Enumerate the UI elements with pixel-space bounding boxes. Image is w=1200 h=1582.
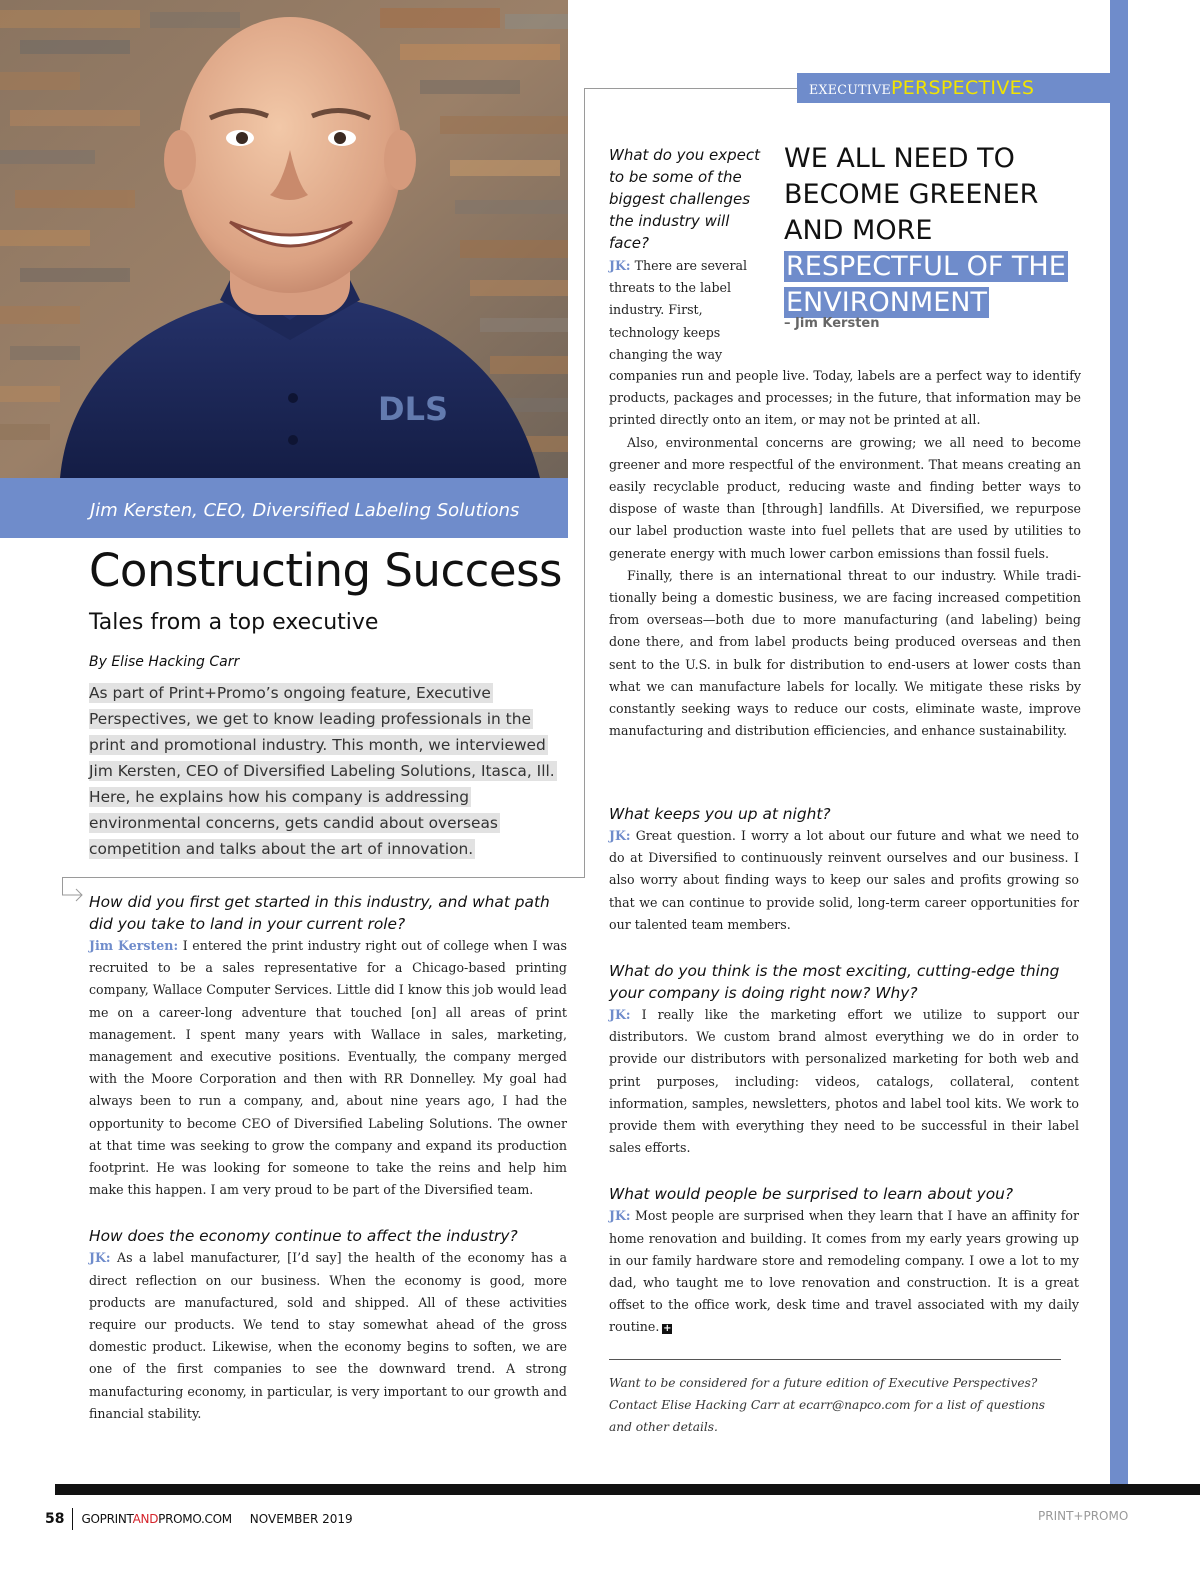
answer-4: JK: Great question. I worry a lot about our future and what we need to do at Diversified to continuously reinvent ourselves and our business. I also worry about finding ways to keep our sales and profits growing so that we can continue to provide solid, long-term career opportunities for our talented team members. bbox=[609, 828, 1079, 932]
frame-line-bottom bbox=[62, 877, 585, 878]
answer-3-body: companies run and people live. Today, labels are a perfect way to identify products, packages and processes; in the future, that information may be printed directly onto an item, or may not be printed at all. Also, environmental concerns are growing; we all need to become greener and more respectful of the environment. That means creating an easily recyclable product, reducing waste and finding better ways to dispose of waste than [through] landfills. At Diversified, we repurpose our label production waste into fuel pellets that are used by utilities to generate energy with much lower carbon emissions than fossil fuels. Finally, there is an international threat to our industry. While traditionally being a domestic business, we are facing increased competition from overseas—both due to more manufacturing (and labeling) being done there, and from label products being produced overseas and then sent to the U.S. in bulk for distribution to end-users at lower costs than what we can manufacture labels for locally. We mitigate these risks by constantly seeking ways to reduce our costs, eliminate waste, improve manufacturing and distribution efficiencies, and enhance sustainability. bbox=[609, 368, 1081, 739]
portrait-photo bbox=[0, 0, 568, 478]
question-4: What keeps you up at night? bbox=[609, 805, 831, 823]
left-column bbox=[89, 891, 567, 1425]
footnote-divider bbox=[609, 1359, 1061, 1360]
site-url: GOPRINTANDPROMO.COM bbox=[81, 1512, 232, 1526]
right-column bbox=[609, 803, 1079, 1339]
article-subtitle: Tales from a top executive bbox=[89, 610, 379, 635]
page-folio bbox=[45, 1508, 353, 1530]
question-5: What do you think is the most exciting, cutting-edge thing your company is doing right now? Why? bbox=[609, 962, 1060, 1003]
question-2: How does the economy continue to affect the industry? bbox=[89, 1227, 518, 1246]
issue-date: NOVEMBER 2019 bbox=[249, 1512, 353, 1526]
answer-5: JK: I really like the marketing effort we utilize to support our distributors. We custom brand almost everything we do in order to provide our distributors with personalized marketing for both web and print purposes, including: videos, catalogs, collateral, content information, samples, newsletters, photos and label tool kits. We work to provide them with everything they need to be successful in their label sales efforts. bbox=[609, 1007, 1079, 1156]
section-label: EXECUTIVEPERSPECTIVES bbox=[797, 73, 1110, 103]
question-1: How did you first get started in this industry, and what path did you take to land in your current role? bbox=[89, 893, 550, 933]
answer-3-start: JK: There are several threats to the label industry. First, technology keeps changing the way bbox=[609, 258, 748, 362]
photo-caption: Jim Kersten, CEO, Diversified Labeling Solutions bbox=[0, 478, 568, 538]
right-accent-bar bbox=[1110, 0, 1128, 1488]
article-title: Constructing Success bbox=[89, 544, 563, 597]
frame-line-top bbox=[584, 88, 797, 89]
article-intro: As part of Print+Promo’s ongoing feature, Executive Perspectives, we get to know leading professionals in the print and promotional industry. This month, we interviewed Jim Kersten, CEO of Diversified Labeling Solutions, Itasca, Ill. Here, he explains how his company is addressing environmental concerns, gets candid about overseas competition and talks about the art of innovation. bbox=[89, 684, 555, 858]
footer-bar bbox=[55, 1484, 1200, 1495]
answer-2: JK: As a label manufacturer, [I’d say] the health of the economy has a direct reflection on our business. When the economy is good, more products are manufactured, sold and shipped. All of these activities require our products. We tend to stay somewhat ahead of the gross domestic product. Likewise, when the economy begins to soften, we are one of the first companies to see the downward trend. A strong manufacturing economy, in particular, is very important to our growth and financial stability. bbox=[89, 1250, 567, 1421]
end-mark-icon: + bbox=[663, 1323, 672, 1335]
question-3: What do you expect to be some of the biggest challenges the industry will face? bbox=[609, 146, 760, 252]
footnote: Want to be considered for a future edition of Executive Perspectives? Contact Elise Hacking Carr at ecarr@napco.com for a list of questions and other details. bbox=[609, 1376, 1046, 1434]
page-number: 58 bbox=[45, 1511, 65, 1527]
pull-quote-attribution: – Jim Kersten bbox=[784, 316, 880, 331]
arrow-icon bbox=[62, 877, 88, 907]
answer-1: Jim Kersten: I entered the print industry right out of college when I was recruited to be a sales representative for a Chicago-based printing company, Wallace Computer Services. Little did I know this job would lead me on a career-long adventure that touched [on] all areas of print management. I spent many years with Wallace in sales, marketing, management and executive positions. Eventually, the company merged with the Moore Corporation and then with RR Donnelley. My goal had always been to run a company, and, about nine years ago, I had the opportunity to become CEO of Diversified Labeling Solutions. The owner at that time was seeking to grow the company and expand its production footprint. He was looking for someone to take the reins and help him make this happen. I am very proud to be part of the Diversified team. bbox=[89, 938, 567, 1198]
svg-text:DLS: DLS bbox=[378, 390, 448, 428]
folio-divider bbox=[72, 1508, 73, 1530]
publication-name: PRINT+PROMO bbox=[1038, 1509, 1129, 1523]
frame-line-vertical bbox=[584, 88, 585, 878]
question-6: What would people be surprised to learn about you? bbox=[609, 1185, 1014, 1204]
byline: By Elise Hacking Carr bbox=[89, 654, 240, 670]
answer-6: JK: Most people are surprised when they learn that I have an affinity for home renovation and building. It comes from my early years growing up in our family hardware store and remodeling company. I owe a lot to my dad, who taught me to love renovation and construction. It is a great offset to the office work, desk time and travel associated with my daily routine. + bbox=[609, 1208, 1079, 1335]
pull-quote: WE ALL NEED TO BECOME GREENER AND MORE RESPECTFUL OF THE ENVIRONMENT bbox=[784, 143, 1066, 318]
